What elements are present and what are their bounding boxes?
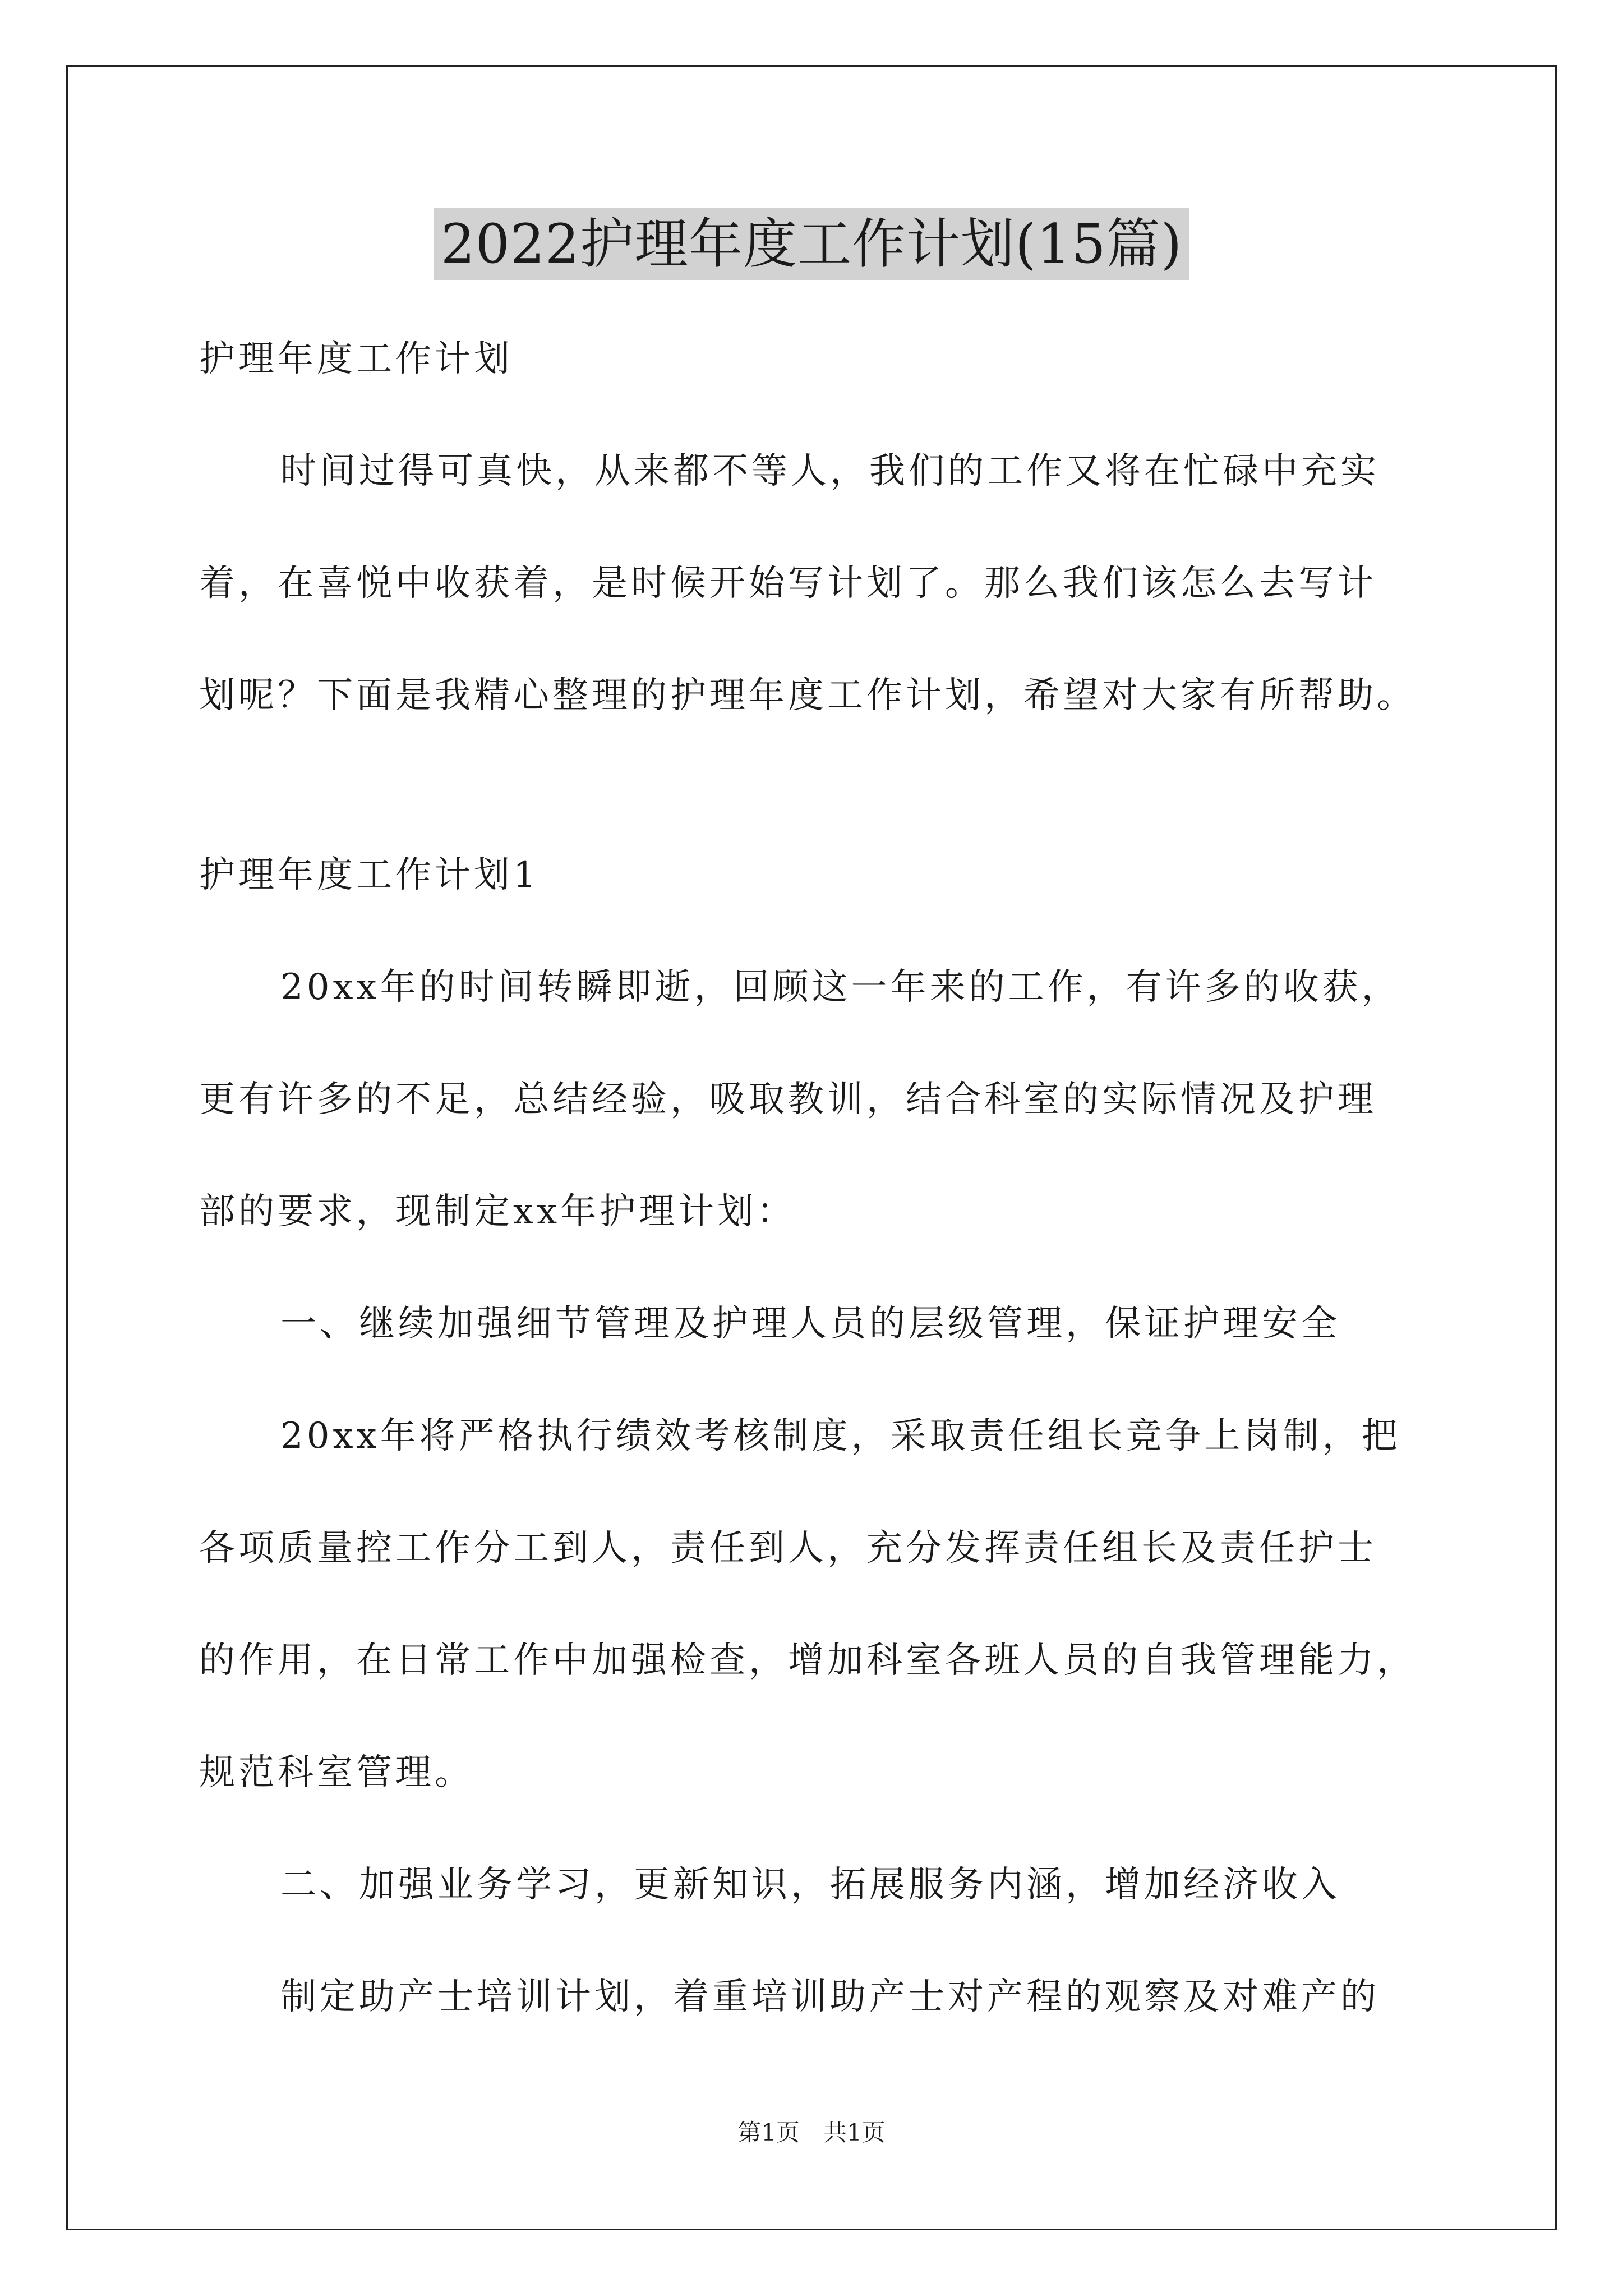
section1-line: 20xx年的时间转瞬即逝，回顾这一年来的工作，有许多的收获， — [280, 967, 1401, 1008]
section1-line: 更有许多的不足，总结经验，吸取教训，结合科室的实际情况及护理 — [199, 1079, 1377, 1120]
point2-heading: 二、加强业务学习，更新知识，拓展服务内涵，增加经济收入 — [280, 1864, 1340, 1906]
intro-line: 着，在喜悦中收获着，是时候开始写计划了。那么我们该怎么去写计 — [199, 563, 1377, 604]
point1-line: 规范科室管理。 — [199, 1752, 474, 1793]
point1-line: 20xx年将严格执行绩效考核制度，采取责任组长竞争上岗制，把 — [280, 1415, 1401, 1457]
point1-heading: 一、继续加强细节管理及护理人员的层级管理，保证护理安全 — [280, 1303, 1340, 1345]
page-footer: 第1页 共1页 — [737, 2119, 886, 2146]
point2-line: 制定助产士培训计划，着重培训助产士对产程的观察及对难产的 — [280, 1976, 1380, 2018]
title-wrap — [0, 208, 1623, 280]
section1-line: 部的要求，现制定xx年护理计划： — [199, 1191, 796, 1232]
intro-line: 时间过得可真快，从来都不等人，我们的工作又将在忙碌中充实 — [280, 450, 1380, 492]
point1-line: 的作用，在日常工作中加强检查，增加科室各班人员的自我管理能力， — [199, 1640, 1416, 1681]
intro-heading: 护理年度工作计划 — [199, 338, 513, 380]
document-body — [199, 303, 1433, 2053]
section-gap — [199, 752, 1433, 819]
document-title: 2022护理年度工作计划(15篇) — [434, 208, 1189, 280]
point1-line: 各项质量控工作分工到人，责任到人，充分发挥责任组长及责任护士 — [199, 1527, 1377, 1569]
section1-heading: 护理年度工作计划1 — [199, 854, 540, 896]
intro-line: 划呢？下面是我精心整理的护理年度工作计划，希望对大家有所帮助。 — [199, 675, 1416, 716]
